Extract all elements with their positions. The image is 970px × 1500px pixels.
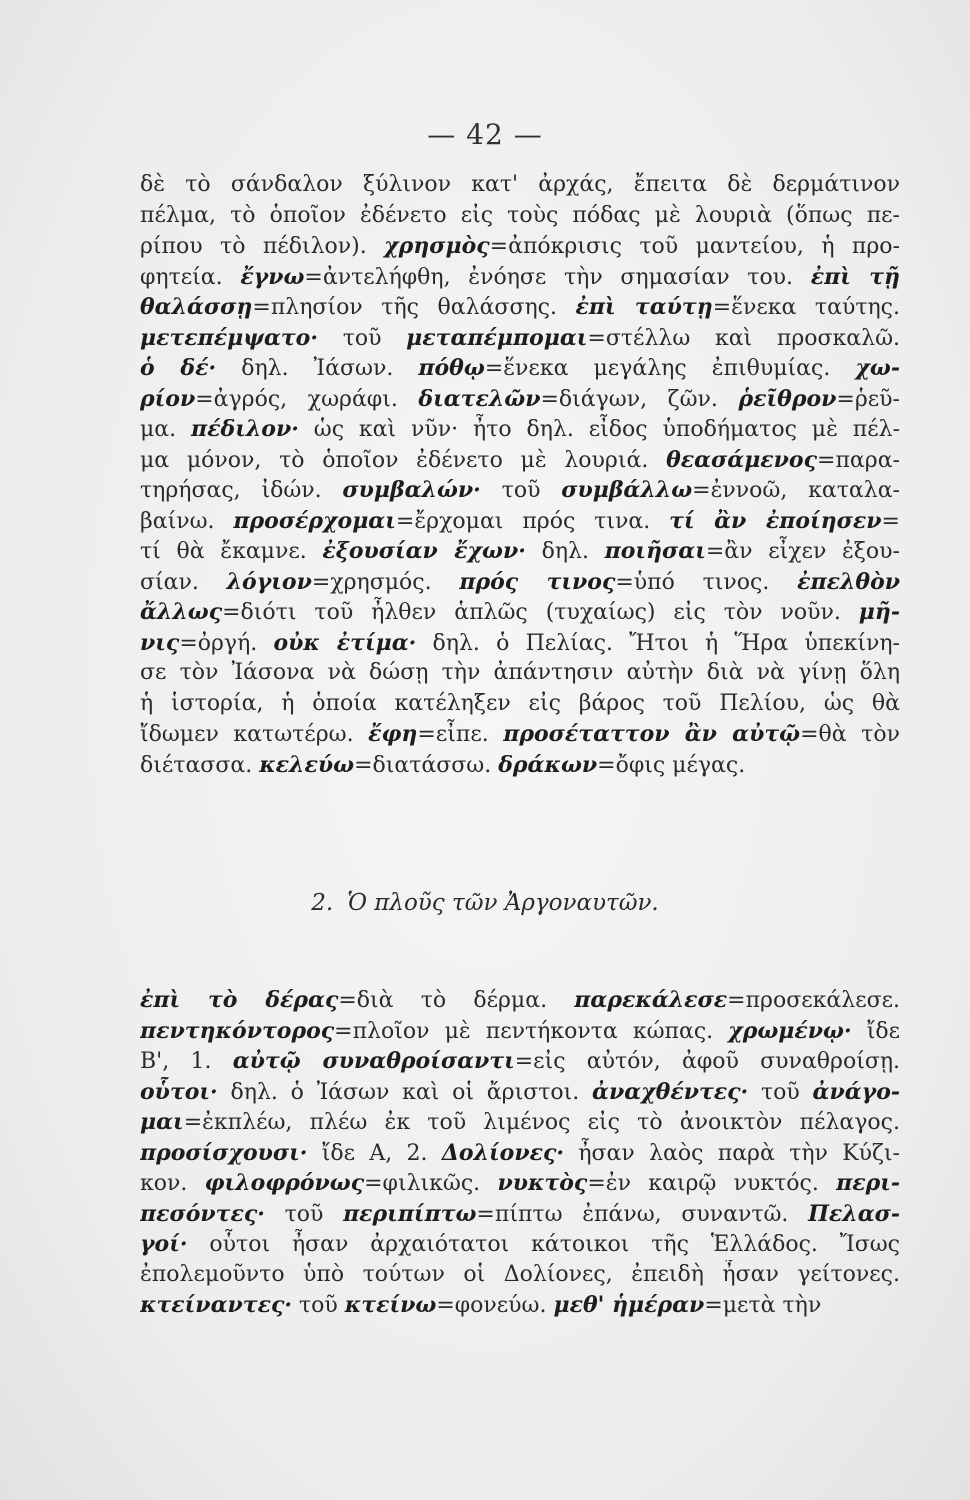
gloss-text: ἦσαν λαὸς παρὰ τὴν Κύζι- xyxy=(564,1140,900,1166)
glossary-paragraph-1 xyxy=(140,170,900,780)
text-line xyxy=(140,1260,900,1291)
gloss-text: =φιλικῶς. xyxy=(364,1171,498,1196)
headword: τί ἂν ἐποίησεν xyxy=(669,507,882,534)
text-line xyxy=(140,1107,900,1138)
headword: χρησμὸς xyxy=(384,233,490,259)
headword: οὗτοι· xyxy=(140,1078,218,1105)
gloss-text: =πίπτω ἐπάνω, συναντῶ. xyxy=(476,1201,809,1227)
text-line xyxy=(140,1199,900,1230)
text-line xyxy=(140,689,900,720)
headword: προσίσχουσι· xyxy=(140,1139,308,1166)
gloss-text: τοῦ xyxy=(292,1293,345,1318)
gloss-text: τί θὰ ἔκαμνε. xyxy=(140,539,323,564)
gloss-text: =χρησμός. xyxy=(311,569,460,595)
gloss-text: =ἀπόκρισις τοῦ μαντείου, ἡ προ- xyxy=(489,234,900,259)
headword: προσέταττον ἂν αὐτῷ xyxy=(503,721,801,747)
headword: πεντηκόντορος xyxy=(140,1017,335,1044)
gloss-text: τοῦ xyxy=(480,478,562,503)
gloss-text: οὗτοι ἦσαν ἀρχαιότατοι κάτοικοι τῆς Ἑλλάδος. Ἴσως xyxy=(187,1232,900,1257)
gloss-text: =πλοῖον μὲ πεντήκοντα κώπας. xyxy=(334,1018,729,1044)
text-line xyxy=(140,750,900,781)
gloss-text: =στέλλω καὶ προσκαλῶ. xyxy=(587,325,900,351)
gloss-text: =ὑπό τινος. xyxy=(615,569,798,595)
text-line xyxy=(140,262,900,293)
headword: συμβάλλω xyxy=(561,477,693,503)
text-line xyxy=(140,1229,900,1260)
headword: χρωμένῳ· xyxy=(728,1017,852,1044)
gloss-text: σε τὸν Ἰάσονα νὰ δώσῃ τὴν ἀπάντησιν αὐτὴν διὰ νὰ γίνῃ ὅλη xyxy=(140,660,900,685)
gloss-text: =μετὰ τὴν xyxy=(704,1293,822,1318)
gloss-text: =ἕνεκα ταύτης. xyxy=(712,295,900,320)
headword: Πελασ- xyxy=(808,1200,900,1227)
gloss-text: ἡ ἱστορία, ἡ ὁποία κατέληξεν εἰς βάρος τοῦ Πελίου, ὡς θὰ xyxy=(140,690,900,716)
headword: προσέρχομαι xyxy=(233,507,396,534)
headword: δράκων xyxy=(498,751,598,778)
text-line xyxy=(140,658,900,689)
gloss-text: =ἐν καιρῷ νυκτός. xyxy=(587,1171,837,1196)
gloss-text: =πλησίον τῆς θαλάσσης. xyxy=(252,295,576,320)
gloss-text: διέτασσα. xyxy=(140,752,260,778)
text-line xyxy=(140,1290,900,1321)
headword: διατελῶν xyxy=(418,385,541,412)
gloss-text: βαίνω. xyxy=(140,508,234,534)
section-heading xyxy=(0,890,970,916)
gloss-text: =ῥεῦ- xyxy=(836,386,900,412)
headword: ἀνάγο- xyxy=(812,1078,900,1105)
headword: νις xyxy=(140,629,180,656)
headword: ἄλλως xyxy=(140,599,223,625)
headword: περιπίπτω xyxy=(343,1200,477,1227)
headword: ἔφη xyxy=(368,721,418,747)
gloss-text: =παρα- xyxy=(817,447,900,473)
gloss-text: ρίπου τὸ πέδιλον). xyxy=(140,234,385,259)
text-line xyxy=(140,414,900,445)
text-line xyxy=(140,597,900,628)
headword: θεασάμενος xyxy=(666,446,818,473)
gloss-text: ἴδε xyxy=(851,1018,900,1044)
headword: μετεπέμψατο· xyxy=(140,324,319,351)
headword: συμβαλών· xyxy=(342,477,481,503)
gloss-text: =προσεκάλεσε. xyxy=(727,988,900,1013)
headword: πεσόντες· xyxy=(140,1200,265,1227)
text-line xyxy=(140,170,900,201)
gloss-text: =ἐκπλέω, πλέω ἐκ τοῦ λιμένος εἰς τὸ ἀνοικτὸν πέλαγος. xyxy=(183,1110,900,1135)
gloss-text: =ὄφις μέγας. xyxy=(597,752,746,778)
headword: ἐπὶ ταύτῃ xyxy=(575,294,713,320)
gloss-text: τοῦ xyxy=(264,1201,344,1227)
text-line xyxy=(140,445,900,476)
headword: ρίον xyxy=(140,385,196,412)
gloss-text: ἴδωμεν κατωτέρω. xyxy=(140,722,369,747)
glossary-paragraph-2 xyxy=(140,985,900,1321)
gloss-text: =φονεύω. xyxy=(436,1293,554,1318)
headword: ποιῆσαι xyxy=(604,538,706,564)
headword: ἐπὶ τῇ xyxy=(810,263,900,290)
section-number: 2. xyxy=(311,890,334,916)
headword: ῥεῖθρον xyxy=(738,385,837,412)
text-line xyxy=(140,475,900,506)
gloss-text: μα μόνον, τὸ ὁποῖον ἐδένετο μὲ λουριά. xyxy=(140,447,667,473)
text-line xyxy=(140,353,900,384)
headword: γοί· xyxy=(140,1231,188,1257)
gloss-text: =ἕνεκα μεγάλης ἐπιθυμίας. xyxy=(484,356,856,381)
gloss-text: δηλ. Ἰάσων. xyxy=(216,356,419,381)
gloss-text: =ἀγρός, χωράφι. xyxy=(195,386,419,412)
headword: ἐξουσίαν ἔχων· xyxy=(322,538,526,564)
section-title: Ὁ πλοῦς τῶν Ἀργοναυτῶν. xyxy=(347,890,659,916)
gloss-text: δὲ τὸ σάνδαλον ξύλινον κατ' ἀρχάς, ἔπειτα δὲ δερμάτινον xyxy=(140,172,900,197)
headword: μῆ- xyxy=(858,599,900,625)
gloss-text: =ἂν εἶχεν ἐξου- xyxy=(705,539,900,564)
text-line xyxy=(140,1138,900,1169)
headword: ὁ δέ· xyxy=(140,355,217,381)
headword: φιλοφρόνως xyxy=(204,1170,365,1196)
text-line xyxy=(140,1168,900,1199)
headword: χω- xyxy=(855,355,900,381)
headword: θαλάσσῃ xyxy=(140,294,253,320)
headword: πόθῳ xyxy=(418,355,485,381)
gloss-text: =διατάσσω. xyxy=(354,752,499,778)
gloss-text: ἐπολεμοῦντο ὑπὸ τούτων οἱ Δολίονες, ἐπειδὴ ἦσαν γείτονες. xyxy=(140,1261,900,1287)
headword: λόγιον xyxy=(226,568,312,595)
text-line xyxy=(140,292,900,323)
gloss-text: =ὀργή. xyxy=(179,630,274,656)
headword: παρεκάλεσε xyxy=(574,987,728,1013)
gloss-text: =εἶπε. xyxy=(417,722,504,747)
text-line xyxy=(140,201,900,232)
text-line xyxy=(140,384,900,415)
headword: κτείνω xyxy=(344,1292,437,1318)
gloss-text: =ἐννοῶ, καταλα- xyxy=(692,478,900,503)
gloss-text: τηρήσας, ἰδών. xyxy=(140,478,343,503)
gloss-text: Β', 1. xyxy=(140,1049,233,1074)
text-line xyxy=(140,628,900,659)
text-line xyxy=(140,985,900,1016)
text-line xyxy=(140,719,900,750)
gloss-text: =διάγων, ζῶν. xyxy=(540,386,739,412)
gloss-text: μα. xyxy=(140,417,192,442)
headword: κτείναντες· xyxy=(140,1292,293,1318)
headword: περι- xyxy=(836,1170,900,1196)
text-line xyxy=(140,231,900,262)
headword: ἐπὶ τὸ δέρας xyxy=(140,987,339,1013)
gloss-text: =εἰς αὐτόν, ἀφοῦ συναθροίσῃ. xyxy=(514,1049,900,1074)
headword: πέδιλον· xyxy=(191,416,299,442)
gloss-text: τοῦ xyxy=(748,1079,813,1105)
gloss-text: ὡς καὶ νῦν· ἦτο δηλ. εἶδος ὑποδήματος μὲ πέλ- xyxy=(298,417,900,442)
gloss-text: δηλ. ὁ Πελίας. Ἤτοι ἡ Ἥρα ὑπεκίνη- xyxy=(416,630,900,656)
gloss-text: δηλ. ὁ Ἰάσων καὶ οἱ ἄριστοι. xyxy=(217,1079,593,1105)
text-line xyxy=(140,1016,900,1047)
headword: ἀναχθέντες· xyxy=(592,1078,749,1105)
headword: κελεύω xyxy=(259,751,355,778)
gloss-text: τοῦ xyxy=(318,325,407,351)
gloss-text: σίαν. xyxy=(140,569,227,595)
text-line xyxy=(140,536,900,567)
gloss-text: κον. xyxy=(140,1171,205,1196)
headword: οὐκ ἐτίμα· xyxy=(273,629,417,656)
text-line xyxy=(140,1077,900,1108)
headword: Δολίονες· xyxy=(441,1139,565,1166)
headword: μαι xyxy=(140,1109,184,1135)
headword: μεταπέμπομαι xyxy=(406,324,588,351)
gloss-text: =διότι τοῦ ἦλθεν ἁπλῶς (τυχαίως) εἰς τὸν νοῦν. xyxy=(222,600,859,625)
gloss-text: =ἔρχομαι πρός τινα. xyxy=(395,508,670,534)
headword: νυκτὸς xyxy=(497,1170,588,1196)
gloss-text: = xyxy=(881,508,900,534)
text-line xyxy=(140,323,900,354)
text-line xyxy=(140,567,900,598)
gloss-text: πέλμα, τὸ ὁποῖον ἐδένετο εἰς τοὺς πόδας μὲ λουριὰ (ὅπως πε- xyxy=(140,202,900,228)
headword: πρός τινος xyxy=(459,568,616,595)
gloss-text: δηλ. xyxy=(525,539,605,564)
gloss-text: φητεία. xyxy=(140,264,241,290)
gloss-text: ἴδε Α, 2. xyxy=(307,1140,442,1166)
page-number: — 42 — xyxy=(427,118,543,151)
headword: ἐπελθὸν xyxy=(797,568,900,595)
gloss-text: =ἀντελήφθη, ἐνόησε τὴν σημασίαν του. xyxy=(304,264,811,290)
gloss-text: =διὰ τὸ δέρμα. xyxy=(338,988,575,1013)
text-line xyxy=(140,1046,900,1077)
gloss-text: =θὰ τὸν xyxy=(800,722,900,747)
headword: ἔγνω xyxy=(240,263,305,290)
text-line xyxy=(140,506,900,537)
headword: μεθ' ἡμέραν xyxy=(553,1292,705,1318)
headword: αὐτῷ συναθροίσαντι xyxy=(232,1048,515,1074)
